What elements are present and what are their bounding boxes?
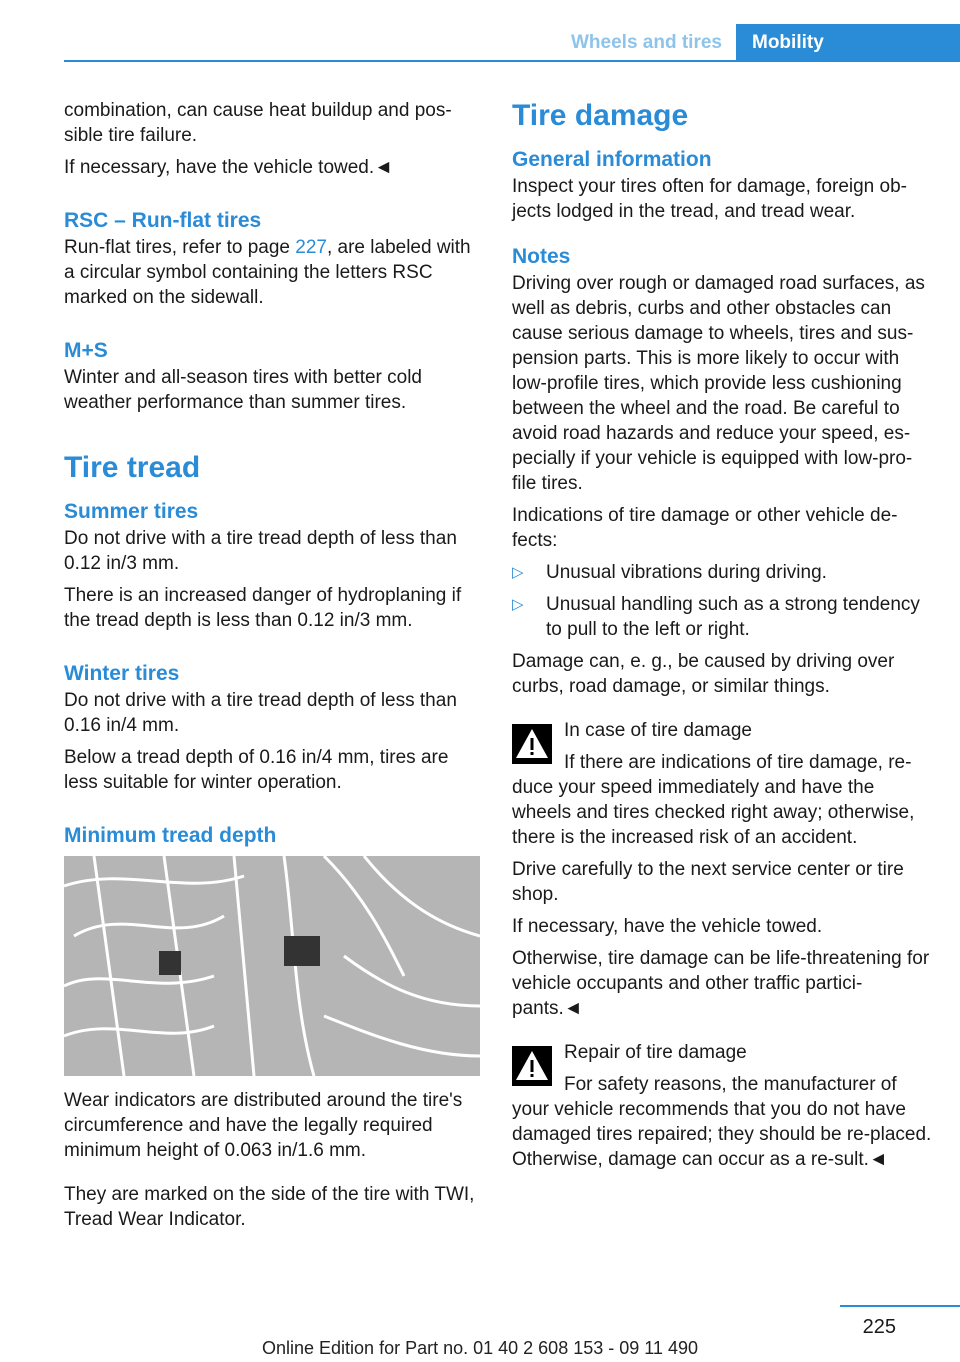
summer-paragraph-2: There is an increased danger of hydroplaning if the tread depth is less than 0.12 in/3 mm.: [64, 585, 462, 631]
notes-heading: Notes: [512, 245, 571, 268]
tread-wear-indicator-image: [64, 856, 480, 1076]
edition-line: Online Edition for Part no. 01 40 2 608 153 - 09 11 490: [262, 1338, 698, 1358]
warning-text: For safety reasons, the manufacturer of your vehicle recommends that you do not have damaged tires repaired; they should be re-placed. Otherwise, damage can occur as a re-sult.◄: [512, 1074, 932, 1170]
section-tab: Wheels and tires: [571, 32, 722, 53]
general-heading: General information: [512, 148, 712, 171]
rsc-heading: RSC – Run-flat tires: [64, 209, 262, 232]
page-header: [64, 24, 960, 62]
warning-title: Repair of tire damage: [564, 1042, 747, 1063]
notes-paragraph: Driving over rough or damaged road surfaces, as well as debris, curbs and other obstacles can cause serious damage to wheels, tires and sus-pension parts. This is more likely to occur with low-profile tires, which provide less cushioning between the wheel and the road. Be careful to avoid road hazards and reduce your speed, es-pecially if your vehicle is equipped with low-pro-file tires.: [512, 273, 925, 494]
warning-text: If there are indications of tire damage, re-duce your speed immediately and have the wheels and tires checked right away; otherwise, there is the increased risk of an accident.: [512, 752, 915, 848]
summer-heading: Summer tires: [64, 500, 199, 523]
warning-repair: [512, 1040, 932, 1172]
summer-paragraph-1: Do not drive with a tire tread depth of less than 0.12 in/3 mm.: [64, 528, 457, 574]
min-paragraph-1: Wear indicators are distributed around the tire's circumference and have the legally required minimum height of 0.063 in/1.6 mm.: [64, 1090, 463, 1161]
continued-paragraph: combination, can cause heat buildup and pos-sible tire failure.: [64, 100, 452, 146]
min-tread-heading: Minimum tread depth: [64, 824, 277, 847]
tread-heading: Tire tread: [64, 451, 201, 484]
warning-title: In case of tire damage: [564, 720, 752, 741]
page-number: 225: [862, 1316, 896, 1338]
towed-paragraph: If necessary, have the vehicle towed.◄: [64, 157, 393, 178]
warning-icon: [512, 1046, 552, 1086]
page-link[interactable]: 227: [295, 237, 327, 258]
tire-damage-heading: Tire damage: [512, 99, 689, 132]
warning-paragraph-2: Drive carefully to the next service center or tire shop.: [512, 859, 904, 905]
winter-heading: Winter tires: [64, 662, 180, 685]
left-column: [64, 98, 482, 1239]
rsc-paragraph: Run-flat tires, refer to page 227, are labeled with a circular symbol containing the letters RSC marked on the sidewall.: [64, 237, 471, 308]
header-rule: [64, 60, 960, 62]
general-paragraph: Inspect your tires often for damage, foreign ob-jects lodged in the tread, and tread wear.: [512, 176, 907, 222]
chapter-tab: Mobility: [736, 24, 960, 62]
footer-rule: [840, 1305, 960, 1307]
winter-paragraph-1: Do not drive with a tire tread depth of less than 0.16 in/4 mm.: [64, 690, 457, 736]
warning-paragraph-4: Otherwise, tire damage can be life-threatening for vehicle occupants and other traffic partici-pants.◄: [512, 948, 930, 1019]
warning-tire-damage: [512, 718, 932, 1021]
warning-paragraph-3: If necessary, have the vehicle towed.: [512, 916, 823, 937]
winter-paragraph-2: Below a tread depth of 0.16 in/4 mm, tires are less suitable for winter operation.: [64, 747, 449, 793]
list-item: ▷ Unusual handling such as a strong tendency to pull to the left or right.: [512, 594, 920, 640]
warning-icon: [512, 724, 552, 764]
ms-paragraph: Winter and all-season tires with better cold weather performance than summer tires.: [64, 367, 422, 413]
ms-heading: M+S: [64, 339, 108, 362]
min-paragraph-2: They are marked on the side of the tire with TWI, Tread Wear Indicator.: [64, 1184, 475, 1230]
damage-causes-paragraph: Damage can, e. g., be caused by driving over curbs, road damage, or similar things.: [512, 651, 895, 697]
right-column: [512, 98, 932, 1179]
list-item: ▷ Unusual vibrations during driving.: [512, 562, 827, 583]
triangle-bullet-icon: ▷: [512, 564, 524, 581]
indications-paragraph: Indications of tire damage or other vehicle de-fects:: [512, 505, 898, 551]
triangle-bullet-icon: ▷: [512, 596, 524, 613]
